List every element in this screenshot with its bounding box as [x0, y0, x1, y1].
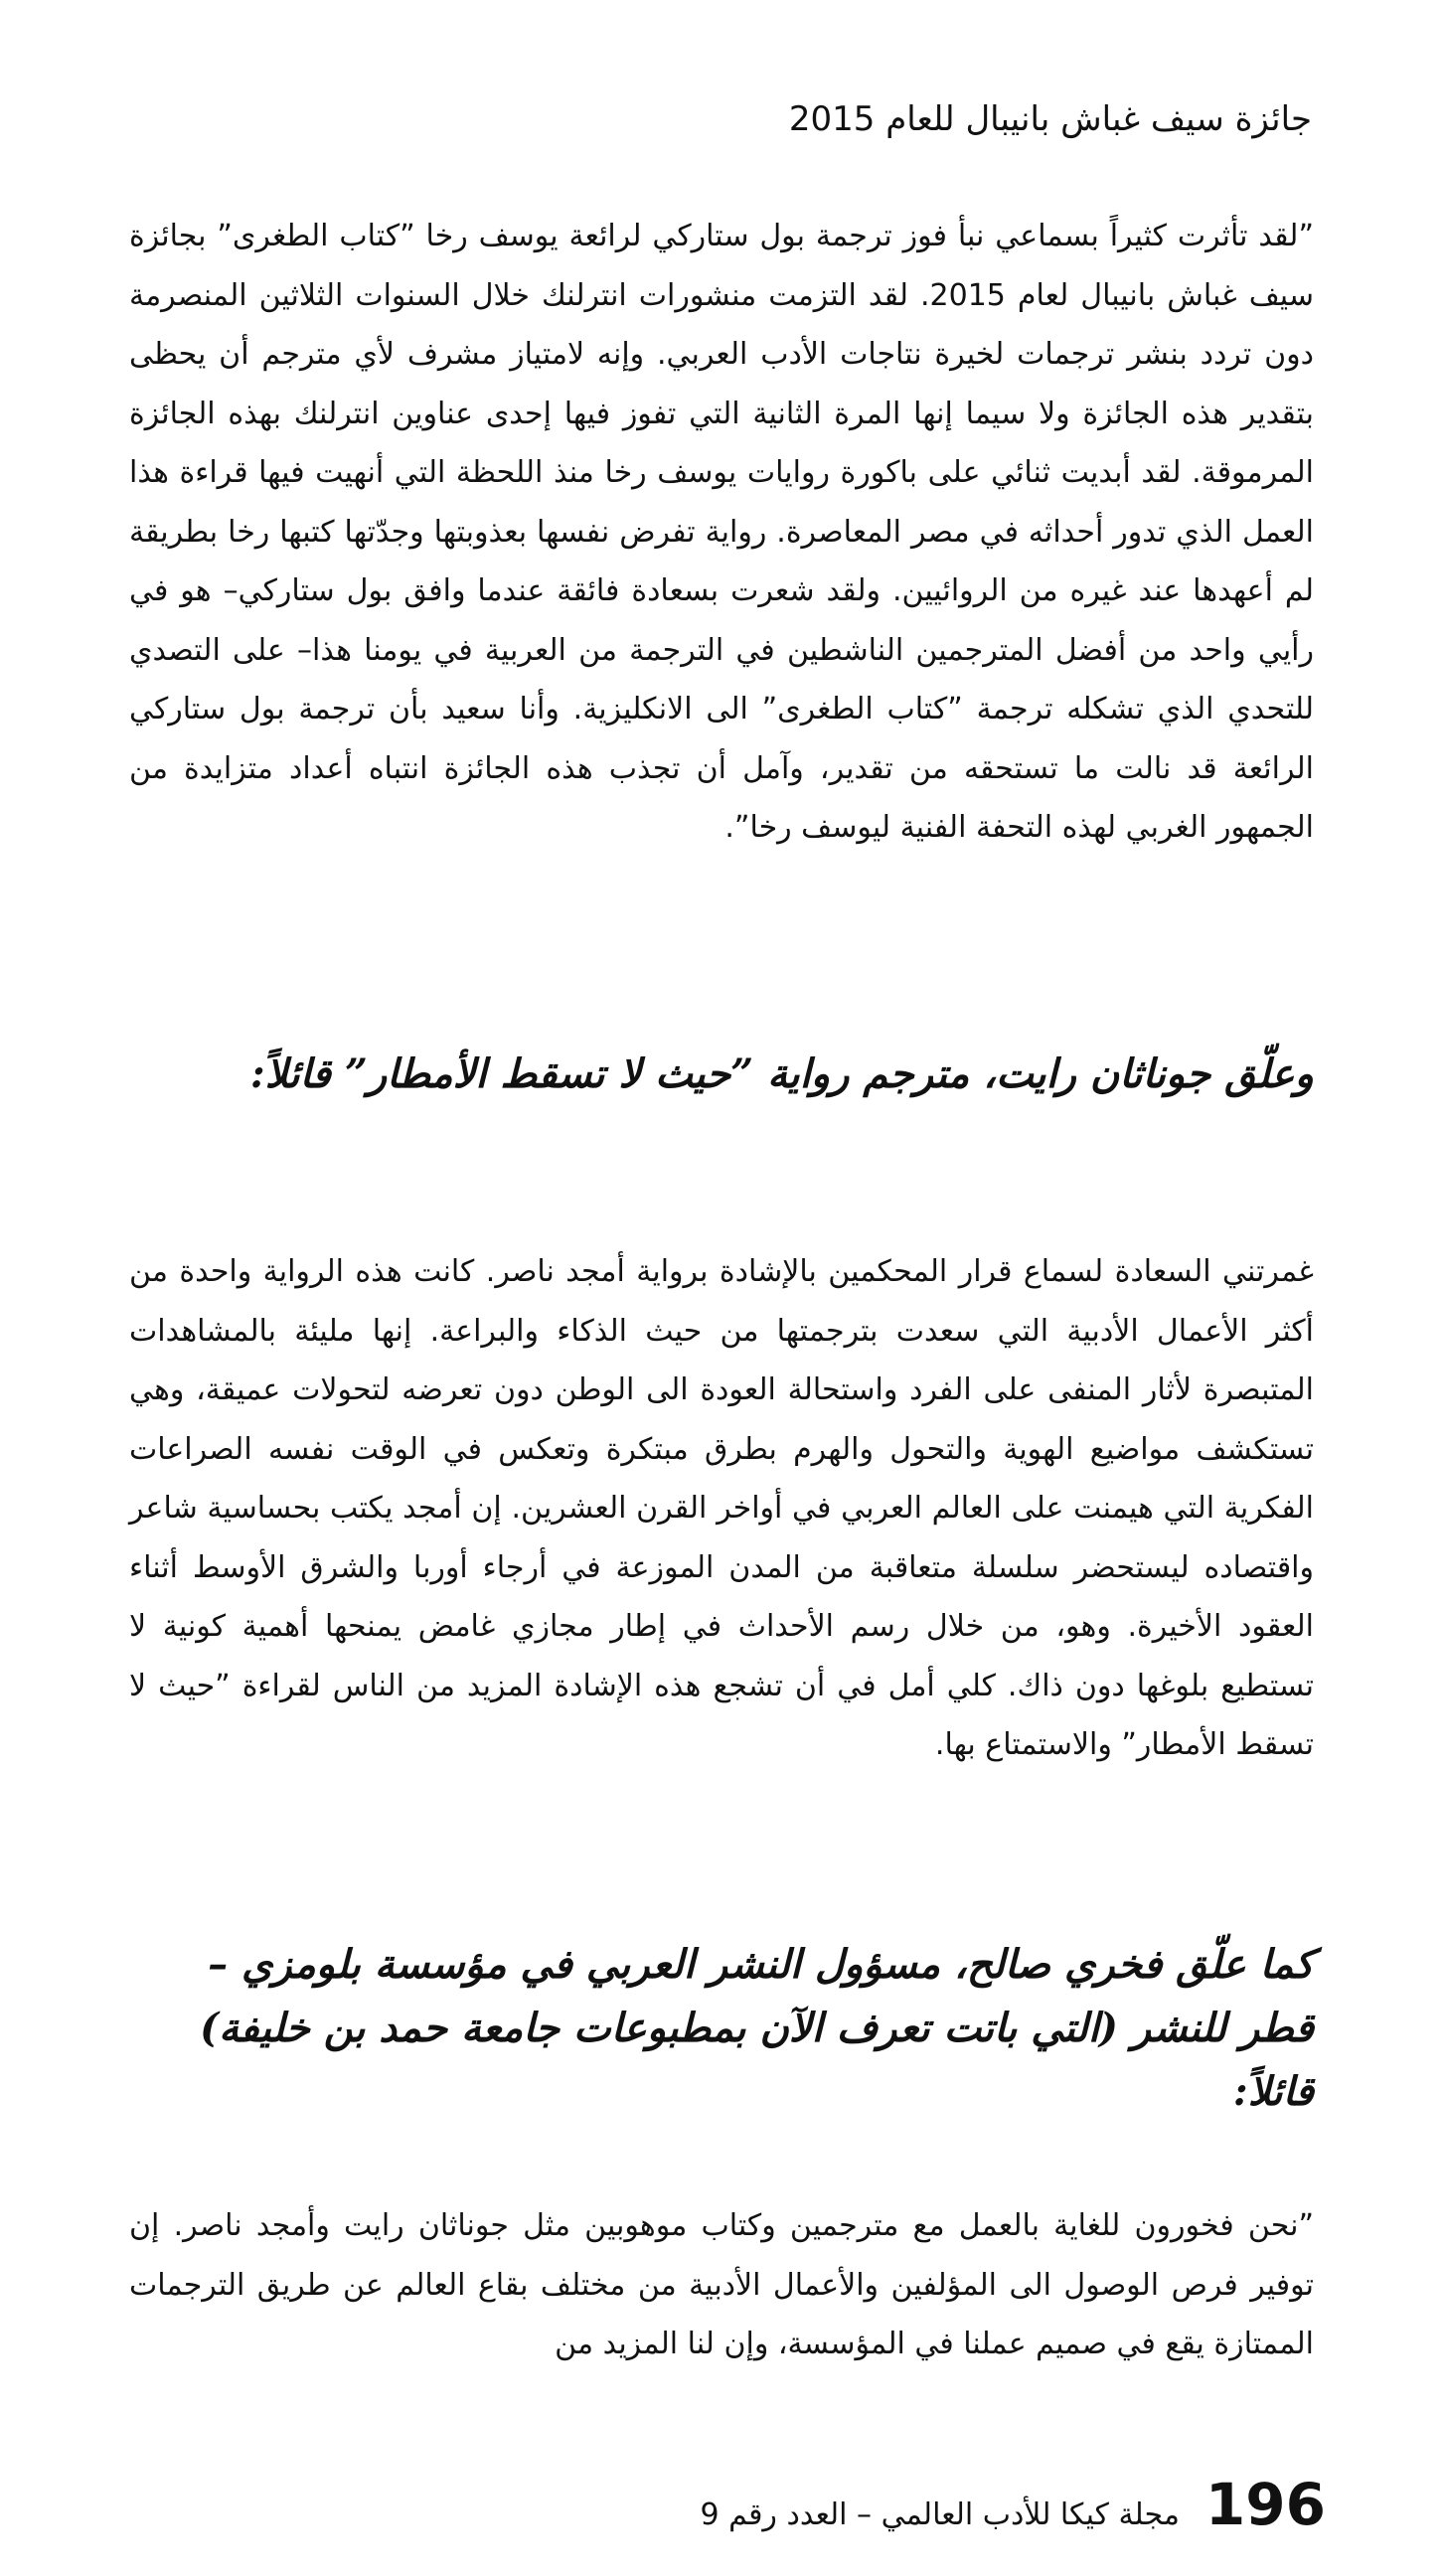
paragraph-translator-quote: غمرتني السعادة لسماع قرار المحكمين بالإشادة برواية أمجد ناصر. كانت هذه الرواية واحدة من أكثر الأعمال الأدبية التي سعدت بترجمتها من حيث الذكاء والبراعة. إنها مليئة بالمشاهدات المتبصرة لأثار المنفى على الفرد واستحالة العودة الى الوطن دون تعرضه لتحولات عميقة، وهي تستكشف مواضيع الهوية والتحول والهرم بطرق مبتكرة وتعكس في الوقت نفسه الصراعات الفكرية التي هيمنت على العالم العربي في أواخر القرن العشرين. إن أمجد يكتب بحساسية شاعر واقتصاده ليستحضر سلسلة متعاقبة من المدن الموزعة في أرجاء أوربا والشرق الأوسط أثناء العقود الأخيرة. وهو، من خلال رسم الأحداث في إطار مجازي غامض يمنحها أهمية كونية لا تستطيع بلوغها دون ذاك. كلي أمل في أن تشجع هذه الإشادة المزيد من الناس لقراءة ”حيث لا تسقط الأمطار” والاستمتاع بها.: [129, 1254, 1314, 1762]
heading-translator-comment: وعلّق جوناثان رايت، مترجم رواية ”حيث لا تسقط الأمطار” قائلاً:: [249, 1050, 1314, 1097]
paragraph-publisher-quote: ”لقد تأثرت كثيراً بسماعي نبأ فوز ترجمة بول ستاركي لرائعة يوسف رخا ”كتاب الطغرى” بجائزة سيف غباش بانيبال لعام 2015. لقد التزمت منشورات انترلنك خلال السنوات الثلاثين المنصرمة دون تردد بنشر ترجمات لخيرة نتاجات الأدب العربي. وإنه لامتياز مشرف لأي مترجم أن يحظى بتقدير هذه الجائزة ولا سيما إنها المرة الثانية التي تفوز فيها إحدى عناوين انترلنك بهذه الجائزة المرموقة. لقد أبديت ثنائي على باكورة روايات يوسف رخا منذ اللحظة التي أنهيت فيها قراءة هذا العمل الذي تدور أحداثه في مصر المعاصرة. رواية تفرض نفسها بعذوبتها وجدّتها كتبها رخا بطريقة لم أعهدها عند غيره من الروائيين. ولقد شعرت بسعادة فائقة عندما وافق بول ستاركي– هو في رأيي واحد من أفضل المترجمين الناشطين في الترجمة من العربية في يومنا هذا– على التصدي للتحدي الذي تشكله ترجمة ”كتاب الطغرى” الى الانكليزية. وأنا سعيد بأن ترجمة بول ستاركي الرائعة قد نالت ما تستحقه من تقدير، وآمل أن تجذب هذه الجائزة انتباه أعداد متزايدة من الجمهور الغربي لهذه التحفة الفنية ليوسف رخا”.: [129, 219, 1314, 845]
journal-issue-label: مجلة كيكا للأدب العالمي – العدد رقم 9: [700, 2497, 1180, 2532]
page-number: 196: [1204, 2471, 1326, 2538]
running-header: جائزة سيف غباش بانيبال للعام 2015: [788, 99, 1312, 139]
paragraph-bloomsbury-quote: ”نحن فخورون للغاية بالعمل مع مترجمين وكتاب موهوبين مثل جوناثان رايت وأمجد ناصر. إن توفير فرص الوصول الى المؤلفين والأعمال الأدبية من مختلف بقاع العالم عن طريق الترجمات الممتازة يقع في صميم عملنا في المؤسسة، وإن لنا المزيد من: [129, 2208, 1314, 2361]
page-footer: [701, 2473, 1327, 2536]
heading-publisher-comment: كما علّق فخري صالح، مسؤول النشر العربي في مؤسسة بلومزي – قطر للنشر (التي باتت تعرف الآن بمطبوعات جامعة حمد بن خليفة) قائلاً:: [200, 1941, 1314, 2115]
